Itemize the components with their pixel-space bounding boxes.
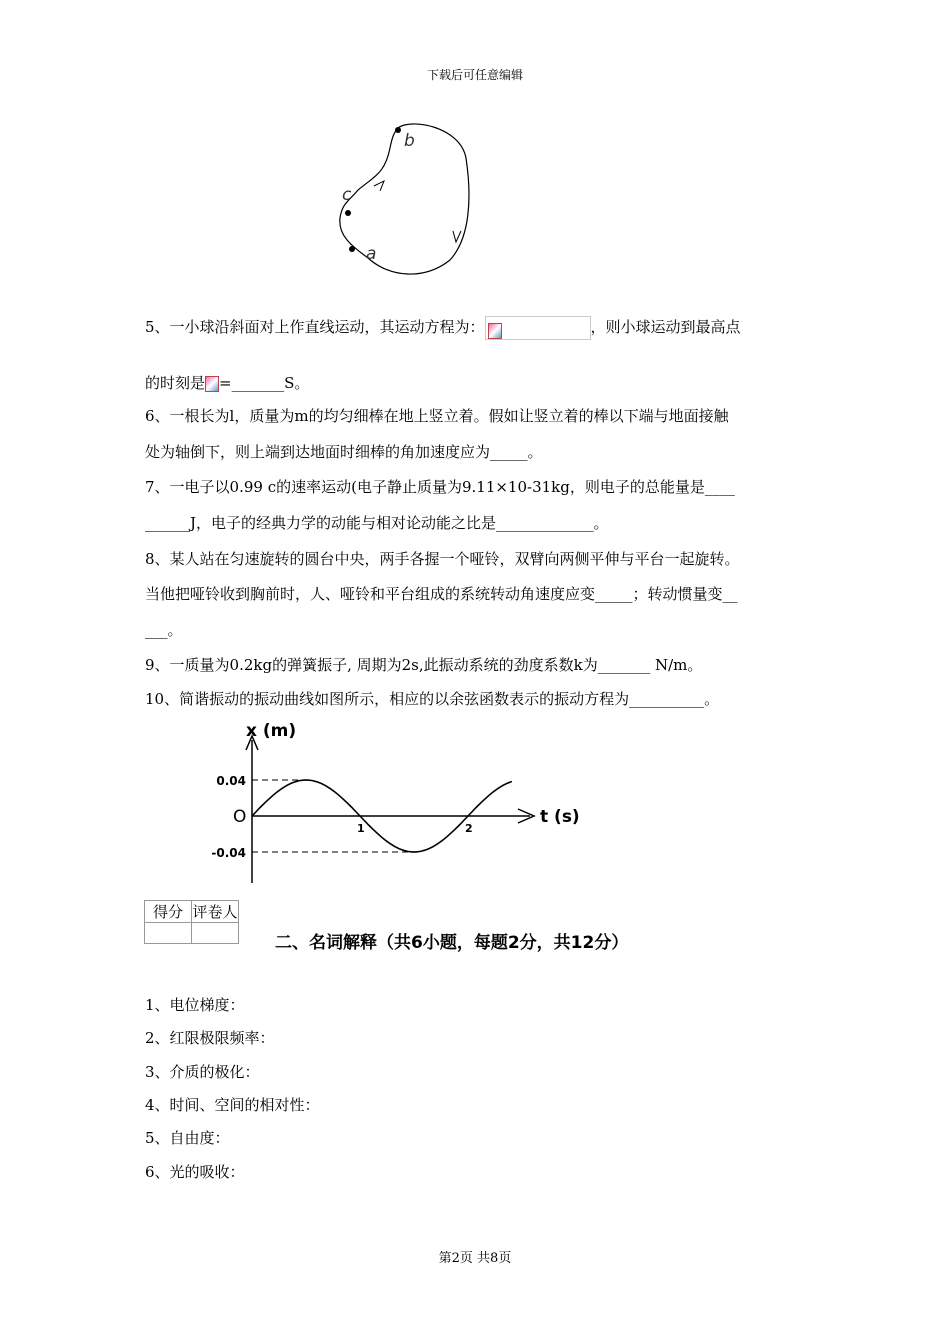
x-tick-label: 2 xyxy=(465,822,473,835)
data-point xyxy=(386,841,388,843)
origin-label: O xyxy=(233,807,247,827)
data-point xyxy=(467,815,469,817)
question-7-line1: 7、一电子以0.99 c的速率运动(电子静止质量为9.11×10-31kg，则电子的总能量是____ xyxy=(145,478,735,496)
equation-image-placeholder xyxy=(485,316,591,340)
term-item-5: 5、自由度： xyxy=(145,1129,230,1147)
point-c xyxy=(345,210,351,216)
arrow-right xyxy=(453,231,461,242)
score-table xyxy=(144,900,239,944)
term-item-2: 2、红限极限频率： xyxy=(145,1029,275,1047)
section-title: 二、名词解释（共6小题，每题2分，共12分） xyxy=(275,933,629,953)
point-a xyxy=(349,246,355,252)
data-point xyxy=(332,790,334,792)
trajectory-figure xyxy=(330,118,480,283)
data-point xyxy=(359,815,361,817)
question-8-line2: 当他把哑铃收到胸前时，人、哑铃和平台组成的系统转动角速度应变_____；转动惯量变__ xyxy=(145,585,738,603)
broken-image-icon xyxy=(205,376,219,392)
q5-text-c: 的时刻是 xyxy=(145,374,206,392)
question-9: 9、一质量为0.2kg的弹簧振子, 周期为2s,此振动系统的劲度系数k为_______ N/m。 xyxy=(145,656,703,674)
broken-image-icon xyxy=(488,323,502,339)
term-item-3: 3、介质的极化： xyxy=(145,1063,260,1081)
page-footer: 第2页 共8页 xyxy=(438,1251,512,1266)
x-axis-label: t (s) xyxy=(540,807,580,827)
question-5-line1 xyxy=(145,316,741,340)
q5-text-a: 5、一小球沿斜面对上作直线运动，其运动方程为： xyxy=(145,318,485,336)
grader-header: 评卷人 xyxy=(192,901,239,923)
question-7-line2: ______J，电子的经典力学的动能与相对论动能之比是_____________。 xyxy=(145,514,609,532)
q5-text-d: =_______S。 xyxy=(219,374,310,392)
arrow-c xyxy=(374,181,384,191)
vibration-curve-chart xyxy=(200,718,600,888)
question-10: 10、简谐振动的振动曲线如图所示，相应的以余弦函数表示的振动方程为__________。 xyxy=(145,690,720,708)
data-point xyxy=(494,790,496,792)
label-c: c xyxy=(342,185,352,205)
page-header: 下载后可任意编辑 xyxy=(426,68,523,82)
data-point xyxy=(305,779,307,781)
data-point xyxy=(278,790,280,792)
score-header: 得分 xyxy=(145,901,192,923)
data-point xyxy=(440,841,442,843)
y-tick-label: -0.04 xyxy=(211,846,246,860)
data-point xyxy=(251,815,253,817)
x-tick-label: 1 xyxy=(357,822,365,835)
point-b xyxy=(395,127,401,133)
question-8-line1: 8、某人站在匀速旋转的圆台中央，两手各握一个哑铃，双臂向两侧平伸与平台一起旋转。 xyxy=(145,550,740,568)
question-6-line2: 处为轴倒下，则上端到达地面时细棒的角加速度应为_____。 xyxy=(145,443,543,461)
y-tick-label: 0.04 xyxy=(216,774,246,788)
question-8-line3: ___。 xyxy=(145,621,183,639)
data-point xyxy=(510,781,512,783)
term-item-6: 6、光的吸收： xyxy=(145,1163,245,1181)
score-cell xyxy=(145,923,192,944)
term-item-4: 4、时间、空间的相对性： xyxy=(145,1096,320,1114)
y-axis-label: x (m) xyxy=(246,721,297,741)
label-b: b xyxy=(404,131,415,151)
term-item-1: 1、电位梯度： xyxy=(145,996,245,1014)
question-6-line1: 6、一根长为l，质量为m的均匀细棒在地上竖立着。假如让竖立着的棒以下端与地面接触 xyxy=(145,407,729,425)
label-a: a xyxy=(366,244,377,264)
q5-text-b: ，则小球运动到最高点 xyxy=(590,318,741,336)
grader-cell xyxy=(192,923,239,944)
question-5-line2 xyxy=(145,373,309,393)
data-point xyxy=(413,851,415,853)
chart-marks xyxy=(211,774,512,860)
